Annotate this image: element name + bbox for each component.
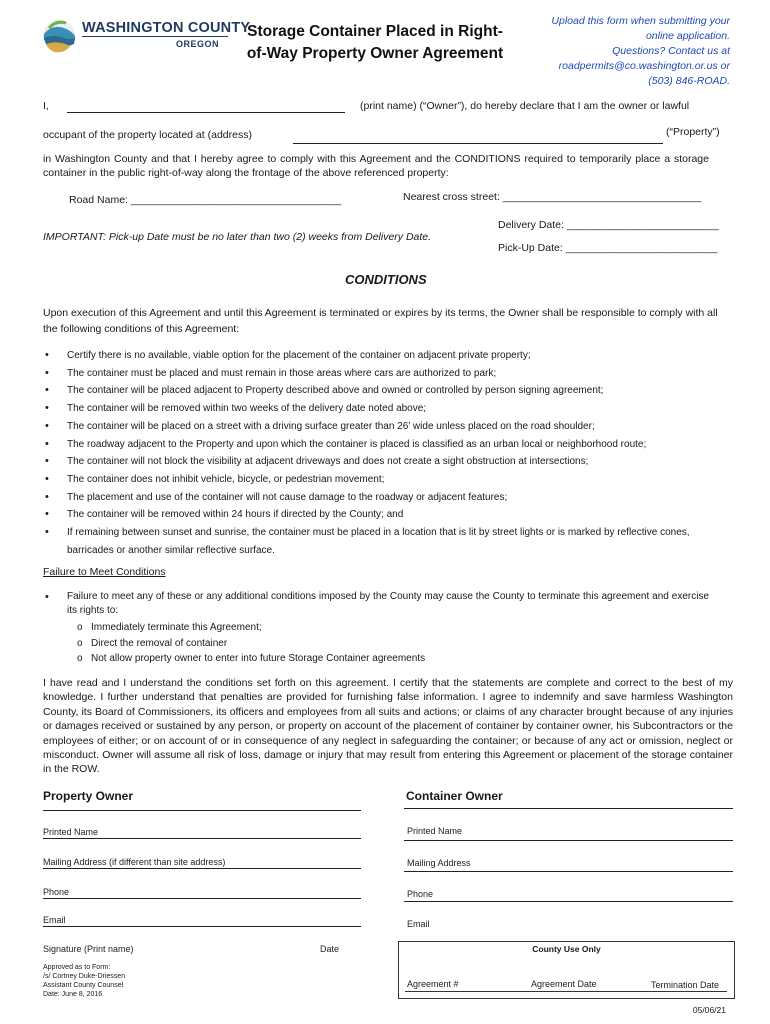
owner-name-field[interactable] xyxy=(67,99,345,113)
container-owner-phone-field[interactable] xyxy=(404,871,733,872)
property-owner-printed-name-label: Printed Name xyxy=(43,827,99,837)
condition-item: • If remaining between sunset and sunrise, the container must be placed in a location that is lit by street lights or is marked by reflective cones, barricades or another similar reflective surface. xyxy=(43,524,723,559)
notice-phone: (503) 846-ROAD. xyxy=(648,75,730,87)
condition-item: • The container will be placed on a street with a driving surface greater than 26’ wide unless placed on the road shoulder; xyxy=(43,418,723,436)
conditions-list xyxy=(43,347,723,559)
container-owner-printed-name-field[interactable] xyxy=(404,808,733,809)
approval-line-3: Assistant County Counsel xyxy=(43,982,124,989)
county-use-baseline xyxy=(405,991,727,992)
delivery-date-field[interactable]: Delivery Date: __________________________ xyxy=(498,219,719,231)
page-title: Storage Container Placed in Right-of-Way Property Owner Agreement xyxy=(246,23,504,62)
approval-block xyxy=(43,963,125,999)
failure-heading: Failure to Meet Conditions xyxy=(43,566,166,578)
condition-item: • The container will not block the visibility at adjacent driveways and does not create a sight obstruction at intersections; xyxy=(43,453,723,471)
county-use-heading: County Use Only xyxy=(532,944,601,954)
conditions-heading: CONDITIONS xyxy=(345,272,427,287)
agreement-date-field[interactable]: Agreement Date xyxy=(531,979,597,989)
failure-sub-item: o Not allow property owner to enter into future Storage Container agreements xyxy=(67,651,707,667)
property-owner-email-field[interactable] xyxy=(43,898,361,899)
property-text: (“Property”) xyxy=(666,126,720,138)
important-note: IMPORTANT: Pick-up Date must be no later than two (2) weeks from Delivery Date. xyxy=(43,231,432,243)
property-address-field[interactable] xyxy=(293,130,663,144)
condition-item: • The container will be removed within two weeks of the delivery date noted above; xyxy=(43,400,723,418)
property-owner-mailing-label: Mailing Address (if different than site address) xyxy=(43,857,226,867)
property-owner-phone-label: Phone xyxy=(43,887,70,897)
condition-item: • The placement and use of the container will not cause damage to the roadway or adjacent features; xyxy=(43,489,723,507)
conditions-intro: Upon execution of this Agreement and until this Agreement is terminated or expires by its terms, the Owner shall be responsible to comply with all the following conditions of this Agreement: xyxy=(43,307,718,335)
notice-line-1: Upload this form when submitting your xyxy=(551,15,730,27)
approval-line-4: Date: June 8, 2016 xyxy=(43,991,103,998)
container-owner-printed-name-label: Printed Name xyxy=(407,826,463,836)
property-owner-email-label: Email xyxy=(43,915,66,925)
logo-text-county: WASHINGTON COUNTY xyxy=(82,20,251,36)
notice-line-2: online application. xyxy=(645,30,730,42)
certification-paragraph: I have read and I understand the conditions set forth on this agreement. I certify that the statements are complete and correct to the best of my knowledge. I further understand that penalties are provided for furnishing false information. I agree to indemnify and save harmless Washington County, its Board of Commissioners, its officers and employees from all suits and actions; or claims of any character brought because of any injuries or damages received or sustained by any person, or property on account of the placement of container by container owner, his Subcontractors or the employees of either; or on account of or in consequence of any neglect in safeguarding the container; or because of any act or omission, neglect or misconduct. Owner will assume all risk of loss, damage or injury that may result from entering this Agreement or placement of the storage container in the ROW. xyxy=(43,677,733,776)
approval-line-1: Approved as to Form: xyxy=(43,964,111,971)
property-owner-printed-name-field[interactable] xyxy=(43,810,361,811)
condition-item: • Certify there is no available, viable option for the placement of the container on adjacent private property; xyxy=(43,347,723,365)
failure-sub-item: o Direct the removal of container xyxy=(67,636,707,652)
failure-list xyxy=(43,590,709,618)
failure-sub-list xyxy=(67,620,707,667)
condition-item: • The container will be removed within 24 hours if directed by the County; and xyxy=(43,506,723,524)
property-owner-signature-field[interactable] xyxy=(43,926,361,927)
agreement-number-field[interactable]: Agreement # xyxy=(407,979,459,989)
container-owner-email-field[interactable] xyxy=(404,901,733,902)
occupant-text: occupant of the property located at (address) xyxy=(43,129,252,141)
container-owner-heading: Container Owner xyxy=(406,789,503,803)
signature-label: Signature (Print name) xyxy=(43,944,134,954)
property-owner-heading: Property Owner xyxy=(43,789,134,803)
county-logo xyxy=(40,14,251,62)
logo-divider xyxy=(82,36,228,37)
upload-notice xyxy=(500,14,730,89)
revision-date: 05/06/21 xyxy=(692,1005,726,1015)
condition-item: • The container will be placed adjacent to Property described above and owned or controlled by person signing agreement; xyxy=(43,382,723,400)
approval-line-2: /s/ Cortney Duke-Driessen xyxy=(43,973,126,980)
container-owner-mailing-field[interactable] xyxy=(404,840,733,841)
date-label: Date xyxy=(320,944,340,954)
container-owner-email-label: Email xyxy=(407,919,430,929)
property-owner-phone-field[interactable] xyxy=(43,868,361,869)
owner-i-label: I, xyxy=(43,100,49,112)
county-use-box xyxy=(398,941,735,999)
failure-sub-item: o Immediately terminate this Agreement; xyxy=(67,620,707,636)
condition-item: • The container does not inhibit vehicle, bicycle, or pedestrian movement; xyxy=(43,471,723,489)
property-owner-mailing-field[interactable] xyxy=(43,838,361,839)
condition-item: • The container must be placed and must remain in those areas where cars are authorized to park; xyxy=(43,365,723,383)
notice-line-3: Questions? Contact us at xyxy=(612,45,730,57)
road-name-field[interactable]: Road Name: ____________________________________ xyxy=(69,194,342,206)
termination-date-field[interactable]: Termination Date xyxy=(651,980,720,990)
condition-item: • The roadway adjacent to the Property and upon which the container is placed is classified as an urban local or neighborhood route; xyxy=(43,436,723,454)
container-owner-phone-label: Phone xyxy=(407,889,434,899)
intro-paragraph: in Washington County and that I hereby agree to comply with this Agreement and the CONDITIONS required to temporarily place a storage container in the public right-of-way along the frontage of the above referenced property: xyxy=(43,153,709,179)
logo-text-state: OREGON xyxy=(176,39,220,49)
notice-email-link[interactable]: roadpermits@co.washington.or.us or xyxy=(558,60,730,72)
cross-street-field[interactable]: Nearest cross street: __________________________________ xyxy=(403,191,702,203)
failure-item: • Failure to meet any of these or any additional conditions imposed by the County may cause the County to terminate this agreement and exercise its rights to: xyxy=(43,590,709,618)
container-owner-mailing-label: Mailing Address xyxy=(407,858,471,868)
pickup-date-field[interactable]: Pick-Up Date: __________________________ xyxy=(498,242,718,254)
print-name-text: (print name) (“Owner”), do hereby declare that I am the owner or lawful xyxy=(360,100,690,112)
